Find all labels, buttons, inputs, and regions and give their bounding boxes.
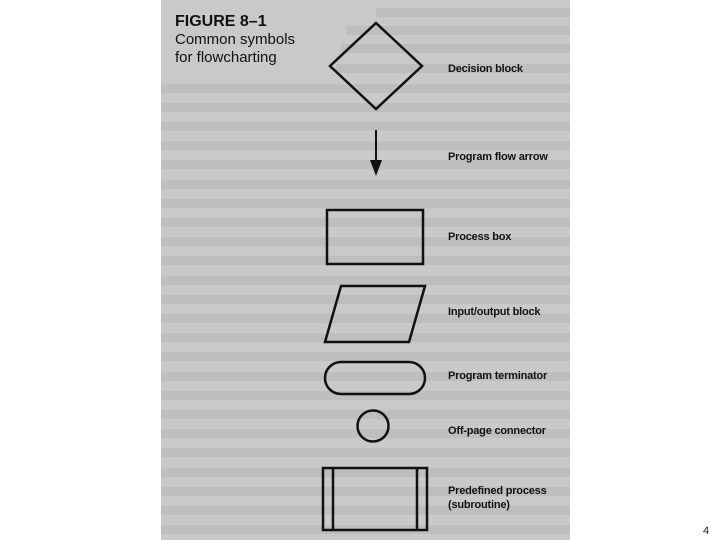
- io-parallelogram-icon: [323, 284, 427, 344]
- symbol-label-decision-block: Decision block: [448, 63, 523, 75]
- symbol-label-off-page-connector: Off-page connector: [448, 425, 546, 437]
- symbol-label-process-box: Process box: [448, 231, 512, 243]
- process-rectangle-icon: [325, 208, 425, 266]
- page-number: 4: [703, 525, 710, 537]
- figure-number: FIGURE 8–1: [175, 13, 267, 30]
- flow-arrow-icon: [369, 130, 383, 178]
- figure-caption: [175, 13, 350, 67]
- predefined-process-icon: [321, 466, 429, 532]
- symbol-label-program-terminator: Program terminator: [448, 370, 548, 382]
- symbol-label-predefined-process: Predefined process: [448, 485, 547, 497]
- symbol-label-predefined-process-subroutine: (subroutine): [448, 499, 510, 511]
- connector-circle-icon: [355, 408, 391, 444]
- decision-diamond-icon: [327, 20, 425, 112]
- figure-caption-line: Common symbols: [175, 31, 296, 48]
- symbol-label-input-output-block: Input/output block: [448, 306, 541, 318]
- terminator-rounded-icon: [323, 360, 427, 396]
- scanned-page: [161, 0, 570, 540]
- symbol-label-program-flow-arrow: Program flow arrow: [448, 151, 548, 163]
- figure-caption-line: for flowcharting: [175, 49, 277, 66]
